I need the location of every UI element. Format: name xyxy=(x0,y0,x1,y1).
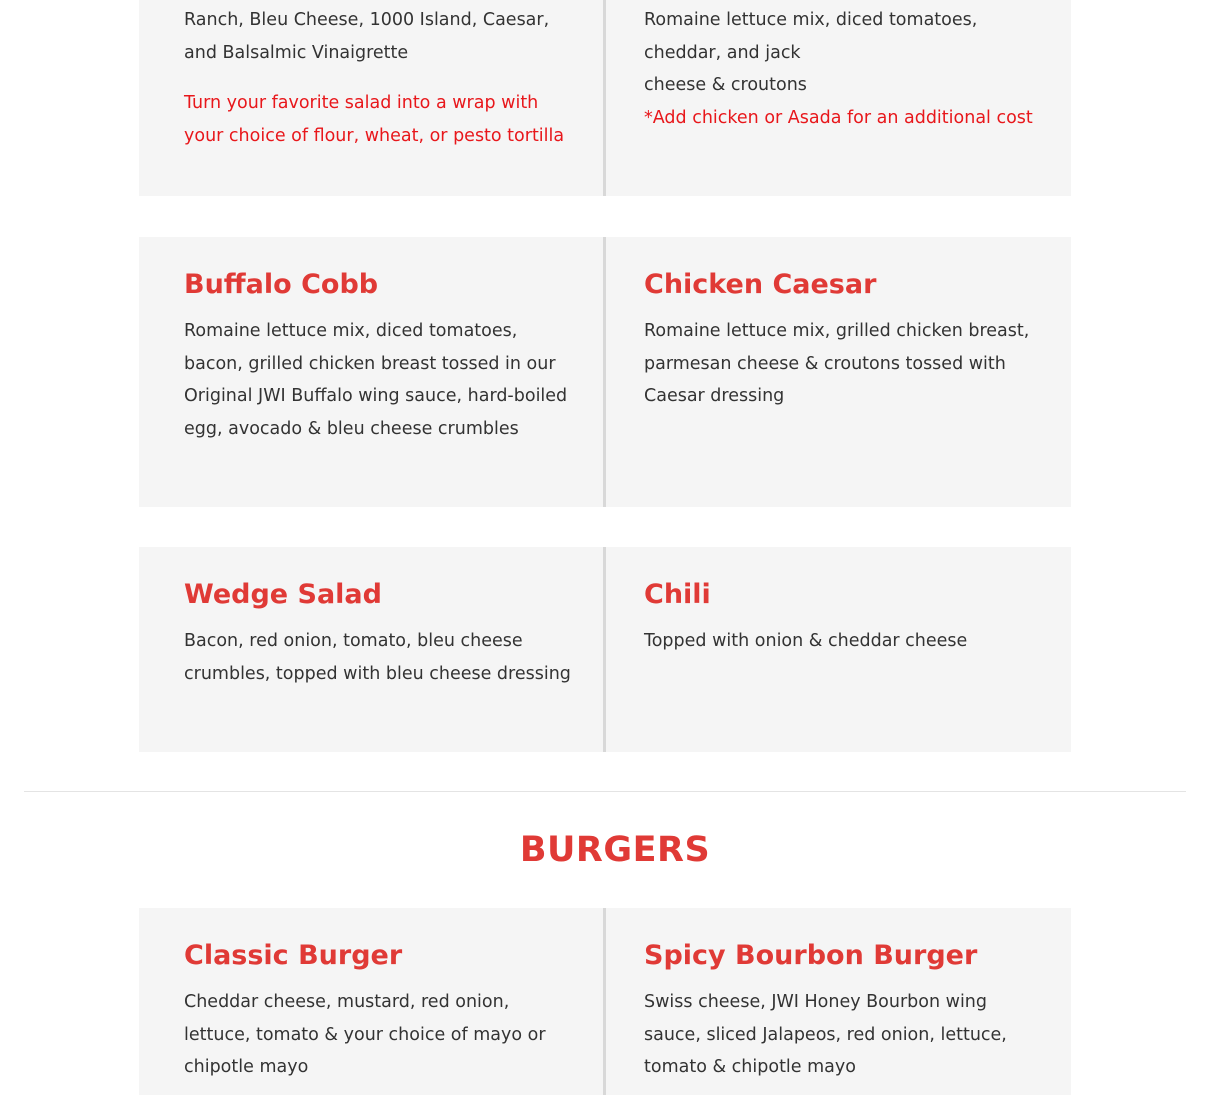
section-divider xyxy=(24,791,1186,792)
menu-card-classic-burger xyxy=(139,908,606,1095)
menu-card-wedge-salad xyxy=(139,547,606,752)
menu-row-burgers-1 xyxy=(139,908,1071,1095)
menu-row-salads-2 xyxy=(139,547,1071,752)
item-description: Topped with onion & cheddar cheese xyxy=(644,631,968,651)
dressings-line-2: and Balsalmic Vinaigrette xyxy=(184,42,409,63)
item-description: Romaine lettuce mix, diced tomatoes, bacon, grilled chicken breast tossed in our Original JWI Buffalo wing sauce, hard-boiled egg, avocado & bleu cheese crumbles xyxy=(184,321,568,439)
item-title: Spicy Bourbon Burger xyxy=(644,940,978,971)
house-salad-line-2: cheddar, and jack xyxy=(644,42,801,63)
item-description: Romaine lettuce mix, grilled chicken breast, parmesan cheese & croutons tossed with Caesar dressing xyxy=(644,321,1030,406)
menu-card-spicy-bourbon-burger xyxy=(606,908,1071,1095)
item-title: Classic Burger xyxy=(184,940,403,971)
item-description: Bacon, red onion, tomato, bleu cheese crumbles, topped with bleu cheese dressing xyxy=(184,631,571,684)
add-protein-note: *Add chicken or Asada for an additional cost xyxy=(644,107,1033,128)
item-title: Wedge Salad xyxy=(184,579,382,610)
section-heading-burgers: BURGERS xyxy=(519,830,711,870)
item-title: Chicken Caesar xyxy=(644,269,877,300)
item-title: Chili xyxy=(644,579,711,610)
menu-card-buffalo-cobb xyxy=(139,237,606,507)
menu-card-chili xyxy=(606,547,1071,752)
house-salad-line-1: Romaine lettuce mix, diced tomatoes, xyxy=(644,10,978,30)
wrap-note: Turn your favorite salad into a wrap with your choice of flour, wheat, or pesto tortilla xyxy=(184,93,565,146)
item-description: Swiss cheese, JWI Honey Bourbon wing sauce, sliced Jalapeos, red onion, lettuce, tomato & chipotle mayo xyxy=(644,992,1007,1077)
menu-card-house-salad xyxy=(606,0,1071,196)
house-salad-line-3: cheese & croutons xyxy=(644,75,807,95)
menu-card-chicken-caesar xyxy=(606,237,1071,507)
menu-card-dressings xyxy=(139,0,606,196)
item-description: Cheddar cheese, mustard, red onion, lettuce, tomato & your choice of mayo or chipotle mayo xyxy=(184,992,546,1077)
dressings-line-1: Ranch, Bleu Cheese, 1000 Island, Caesar, xyxy=(184,10,550,30)
menu-row-salads-1 xyxy=(139,237,1071,507)
item-title: Buffalo Cobb xyxy=(184,269,379,300)
menu-row-top xyxy=(139,0,1071,196)
